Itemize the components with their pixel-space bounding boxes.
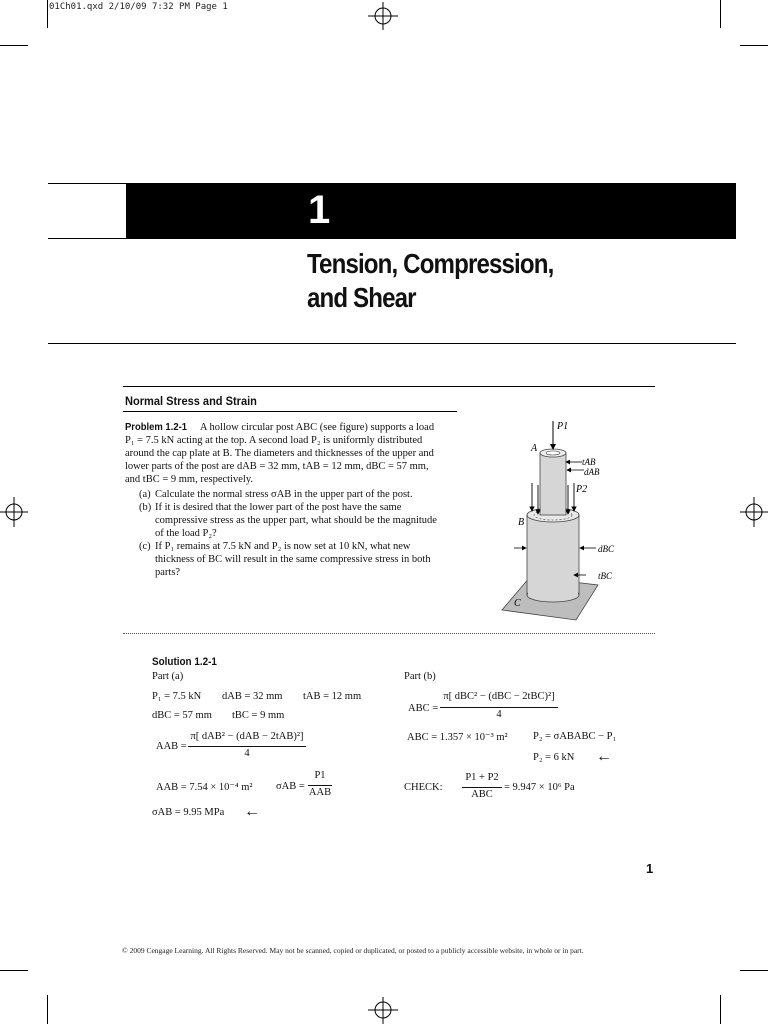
- p2-equation: P₂ = σABABC − P₁: [533, 731, 617, 742]
- check-fraction-line: [462, 787, 502, 788]
- problem-statement: [125, 421, 443, 579]
- label-dab: dAB: [584, 467, 600, 477]
- label-p2: P2: [576, 484, 588, 495]
- hollow-post-figure: [500, 415, 630, 625]
- p2-value: P₂ = 6 kN: [533, 752, 575, 763]
- upper-cylinder: [540, 453, 566, 515]
- chapter-title-line2: and Shear: [307, 282, 416, 313]
- abc-lhs: ABC =: [408, 703, 439, 714]
- page-number: 1: [646, 861, 654, 876]
- title-divider: [48, 343, 736, 344]
- label-dbc: dBC: [598, 544, 615, 554]
- chapter-rule-bottom: [48, 238, 126, 239]
- file-slug: 01Ch01.qxd 2/10/09 7:32 PM Page 1: [49, 2, 228, 12]
- registration-mark-icon: [0, 497, 28, 527]
- sigma-numerator: P1: [314, 770, 326, 781]
- abc-value: ABC = 1.357 × 10⁻³ m²: [407, 732, 508, 743]
- check-value: = 9.947 × 10⁶ Pa: [504, 782, 575, 793]
- registration-mark-icon: [368, 2, 398, 32]
- check-numerator: P1 + P2: [465, 772, 499, 783]
- chapter-title-line1: Tension, Compression,: [307, 248, 554, 279]
- aab-lhs: AAB =: [156, 741, 187, 752]
- problem-label: Problem 1.2-1: [125, 421, 187, 433]
- part-a-dbc: dBC = 57 mm: [152, 710, 212, 721]
- part-b-label: Part (b): [404, 671, 436, 682]
- sigma-fraction-line: [308, 785, 332, 786]
- section-rule: [123, 386, 655, 387]
- abc-denominator: 4: [496, 709, 502, 720]
- label-tab: tAB: [582, 457, 596, 467]
- part-a-tbc: tBC = 9 mm: [232, 710, 285, 721]
- copyright-notice: © 2009 Cengage Learning. All Rights Reserved. May not be scanned, copied or duplicated, or posted to a publicly accessible website, in whole or in part.: [122, 946, 584, 955]
- sigma-lhs: σAB =: [276, 781, 305, 792]
- chapter-rule-top: [48, 183, 126, 184]
- section-underline: [123, 411, 457, 412]
- answer-arrow-icon: ←: [244, 803, 260, 820]
- aab-fraction-line: [188, 746, 306, 747]
- aab-numerator: π[ dAB² − (dAB − 2tAB)²]: [190, 731, 304, 742]
- chapter-title: [307, 247, 553, 315]
- solution-heading: Solution 1.2-1: [152, 656, 217, 668]
- abc-numerator: π[ dBC² − (dBC − 2tBC)²]: [443, 691, 555, 702]
- chapter-number: 1: [308, 188, 330, 232]
- label-c: C: [514, 598, 521, 609]
- label-a: A: [531, 443, 538, 454]
- aab-denominator: 4: [244, 748, 250, 759]
- registration-mark-icon: [368, 995, 398, 1024]
- problem-part-c: (c) If P₁ remains at 7.5 kN and P₂ is now set at 10 kN, what new thickness of BC will result in the same compressive stress in both parts?: [139, 541, 431, 578]
- solution-separator: [123, 633, 655, 634]
- label-b: B: [518, 517, 525, 528]
- part-a-tab: tAB = 12 mm: [303, 691, 362, 702]
- check-denominator: ABC: [471, 789, 493, 800]
- check-label: CHECK:: [404, 782, 443, 793]
- part-a-label: Part (a): [152, 671, 184, 682]
- aab-value: AAB = 7.54 × 10⁻⁴ m²: [156, 782, 253, 793]
- answer-arrow-icon: ←: [596, 748, 612, 765]
- part-a-p1: P₁ = 7.5 kN: [152, 691, 202, 702]
- sigma-result: σAB = 9.95 MPa: [152, 807, 225, 818]
- abc-fraction-line: [440, 707, 558, 708]
- problem-part-a: (a) Calculate the normal stress σAB in the upper part of the post.: [139, 489, 413, 500]
- problem-part-b: (b) If it is desired that the lower part of the post have the same compressive stress as the upper part, what should be the magnitude of the load P₂?: [139, 502, 437, 539]
- section-heading: Normal Stress and Strain: [125, 394, 257, 408]
- registration-mark-icon: [740, 497, 768, 527]
- label-tbc: tBC: [598, 571, 613, 581]
- part-a-dab: dAB = 32 mm: [222, 691, 283, 702]
- label-p1: P1: [557, 421, 569, 432]
- problem-parts: [125, 488, 443, 579]
- chapter-banner: [126, 183, 736, 239]
- problem-intro: A hollow circular post ABC (see figure) supports a load P₁ = 7.5 kN acting at the top. A second load P₂ is uniformly distributed around the cap plate at B. The diameters and thicknesses of the upper and lower parts of the post are dAB = 32 mm, tAB = 12 mm, dBC = 57 mm, and tBC = 9 mm, respectively.: [125, 422, 435, 485]
- sigma-denominator: AAB: [308, 787, 332, 798]
